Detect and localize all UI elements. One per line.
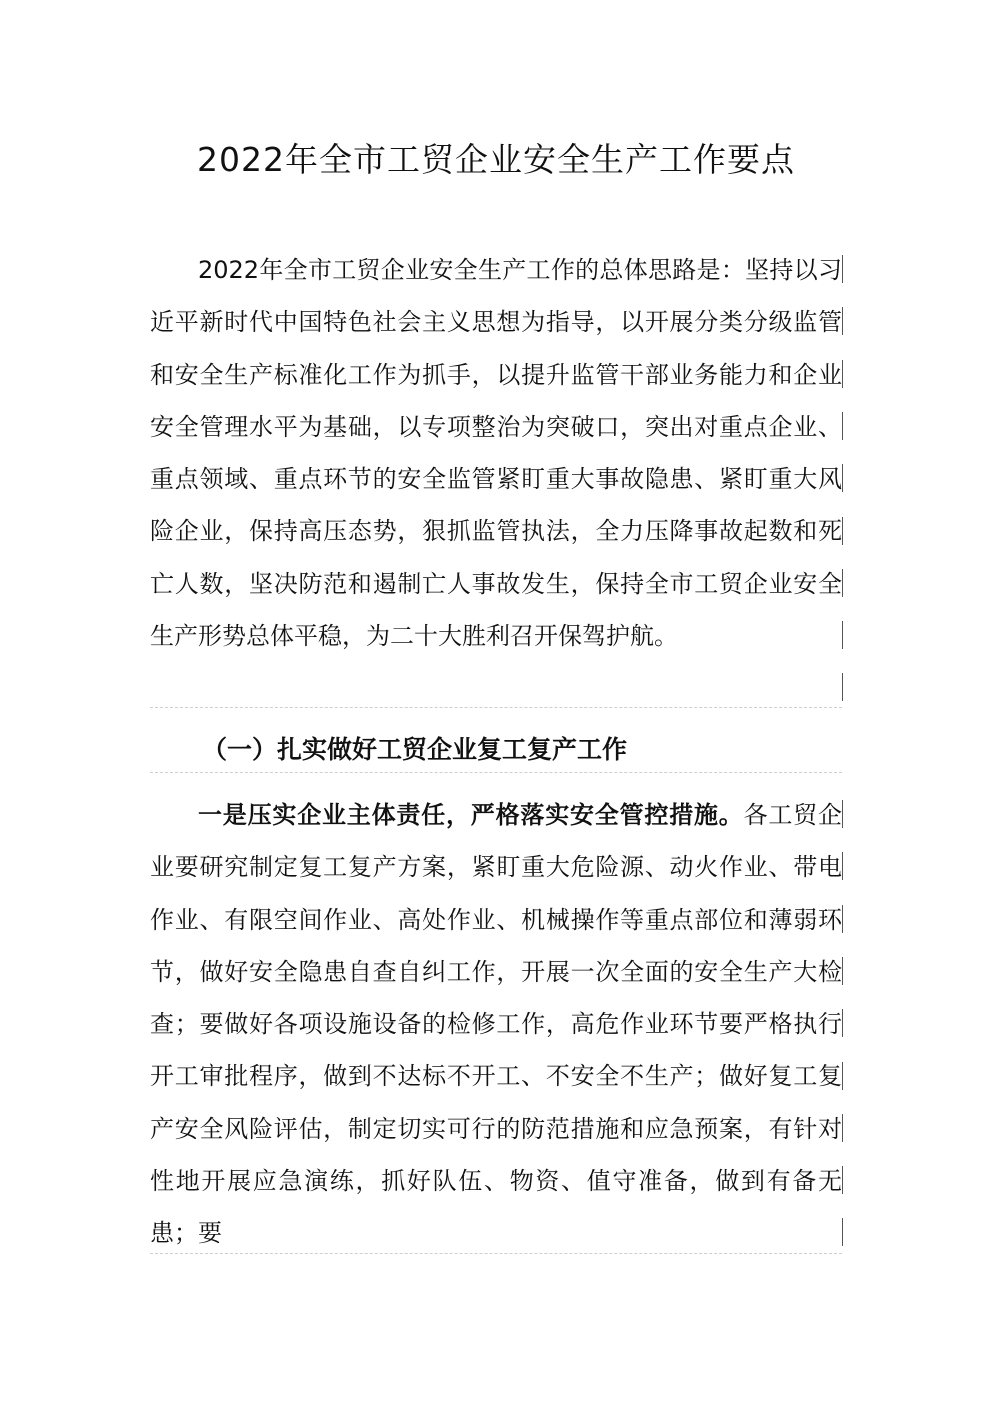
margin-mark (842, 464, 843, 492)
margin-mark (842, 1009, 843, 1037)
paragraph-lead-sentence: 一是压实企业主体责任，严格落实安全管控措施。 (198, 801, 744, 829)
margin-mark (842, 569, 843, 597)
paragraph-divider (150, 772, 842, 773)
margin-mark (842, 517, 843, 545)
margin-mark (842, 905, 843, 933)
margin-mark (842, 255, 843, 283)
paragraph-body-text: 各工贸企业要研究制定复工复产方案，紧盯重大危险源、动火作业、带电作业、有限空间作业、高处作业、机械操作等重点部位和薄弱环节，做好安全隐患自查自纠工作，开展一次全面的安全生产大检查；要做好各项设施设备的检修工作，高危作业环节要严格执行开工审批程序，做到不达标不开工、不安全不生产；做好复工复产安全风险评估，制定切实可行的防范措施和应急预案，有针对性地开展应急演练，抓好队伍、物资、值守准备，做到有备无患；要 (150, 801, 843, 1248)
margin-mark (842, 621, 843, 649)
paragraph-divider (150, 1253, 842, 1254)
margin-mark (842, 1166, 843, 1194)
margin-mark (842, 1218, 843, 1246)
margin-mark (842, 957, 843, 985)
paragraph-divider (150, 707, 842, 708)
margin-mark (842, 360, 843, 388)
margin-mark (842, 307, 843, 335)
margin-mark (842, 412, 843, 440)
margin-mark (842, 673, 843, 701)
margin-mark (842, 800, 843, 828)
section-paragraph (150, 789, 842, 1260)
section-heading: （一）扎实做好工贸企业复工复产工作 (202, 735, 628, 764)
intro-paragraph: 2022年全市工贸企业安全生产工作的总体思路是：坚持以习近平新时代中国特色社会主义思想为指导，以开展分类分级监管和安全生产标准化工作为抓手，以提升监管干部业务能力和企业安全管理水平为基础，以专项整治为突破口，突出对重点企业、重点领域、重点环节的安全监管紧盯重大事故隐患、紧盯重大风险企业，保持高压态势，狠抓监管执法，全力压降事故起数和死亡人数，坚决防范和遏制亡人事故发生，保持全市工贸企业安全生产形势总体平稳，为二十大胜利召开保驾护航。 (150, 256, 842, 651)
margin-mark (842, 852, 843, 880)
margin-mark (842, 1114, 843, 1142)
margin-mark (842, 1062, 843, 1090)
document-title: 2022年全市工贸企业安全生产工作要点 (197, 140, 795, 179)
